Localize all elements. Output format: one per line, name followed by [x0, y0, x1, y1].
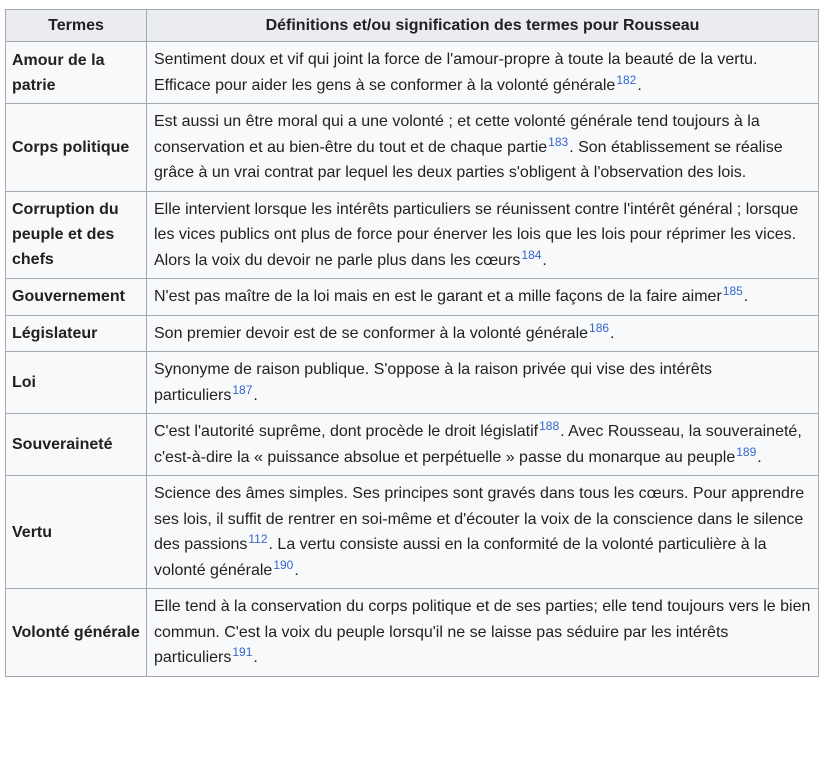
- definition-cell: [147, 279, 819, 316]
- term-cell: Législateur: [6, 315, 147, 352]
- definition-cell: [147, 589, 819, 677]
- definition-text: Synonyme de raison publique. S'oppose à la raison privée qui vise des intérêts particuliers: [154, 361, 713, 404]
- definition-cell: [147, 42, 819, 104]
- definition-text: Elle intervient lorsque les intérêts particuliers se réunissent contre l'intérêt général ; lorsque les vices publics ont plus de force pour énerver les lois que les lois pour réprimer les vices. Alors la voix du devoir ne parle plus dans les cœurs: [154, 200, 799, 269]
- definition-text: .: [610, 324, 615, 342]
- definition-text: N'est pas maître de la loi mais en est le garant et a mille façons de la faire aimer: [154, 288, 722, 305]
- term-cell: Souveraineté: [6, 414, 147, 476]
- term-cell: Amour de la patrie: [6, 42, 147, 104]
- definition-text: . La vertu consiste aussi en la conformité de la volonté particulière à la volonté générale: [154, 536, 767, 579]
- reference-link[interactable]: 188: [539, 419, 560, 433]
- header-definitions: Définitions et/ou signification des termes pour Rousseau: [147, 10, 819, 42]
- reference-link[interactable]: 185: [722, 284, 743, 298]
- table-row: [6, 191, 819, 279]
- definition-text: .: [542, 251, 547, 269]
- table-row: [6, 352, 819, 414]
- reference-link[interactable]: 186: [589, 320, 610, 335]
- table-container: [5, 9, 819, 677]
- definition-text: Son premier devoir est de se conformer à la volonté générale: [154, 324, 589, 342]
- table-header-row: [6, 10, 819, 42]
- reference-link[interactable]: 190: [273, 557, 294, 572]
- term-cell: Loi: [6, 352, 147, 414]
- definition-text: . Avec Rousseau, la souveraineté, c'est-à-dire la « puissance absolue et perpétuelle » passe du monarque au peuple: [154, 423, 802, 466]
- table-row: [6, 279, 819, 316]
- definition-text: .: [294, 561, 299, 579]
- header-terms: Termes: [6, 10, 147, 42]
- table-row: [6, 104, 819, 192]
- table-row: [6, 42, 819, 104]
- reference-link[interactable]: 189: [736, 444, 757, 459]
- definition-text: C'est l'autorité suprême, dont procède le droit législatif: [154, 423, 539, 440]
- definition-text: Science des âmes simples. Ses principes sont gravés dans tous les cœurs. Pour apprendre ses lois, il suffit de rentrer en soi-même et d'écouter la voix de la conscience dans le silence des passions: [154, 485, 805, 553]
- table-row: [6, 476, 819, 589]
- definition-cell: [147, 104, 819, 192]
- term-cell: Corps politique: [6, 104, 147, 192]
- term-cell: Gouvernement: [6, 279, 147, 316]
- reference-link[interactable]: 183: [548, 134, 569, 149]
- definition-text: .: [757, 448, 762, 466]
- definition-cell: [147, 191, 819, 279]
- definition-cell: [147, 476, 819, 589]
- reference-link[interactable]: 191: [232, 645, 253, 659]
- definition-text: .: [253, 386, 258, 404]
- table-row: [6, 589, 819, 677]
- definition-text: . Son établissement se réalise grâce à un vrai contrat par lequel les deux parties s'obligent à l'observation des lois.: [154, 138, 783, 181]
- definition-cell: [147, 414, 819, 476]
- definition-text: .: [253, 649, 258, 666]
- table-row: [6, 414, 819, 476]
- definition-text: Sentiment doux et vif qui joint la force de l'amour-propre à toute la beauté de la vertu. Efficace pour aider les gens à se conformer à la volonté générale: [154, 51, 758, 94]
- definition-cell: [147, 315, 819, 352]
- definition-text: .: [743, 288, 749, 305]
- term-cell: Vertu: [6, 476, 147, 589]
- term-cell: Volonté générale: [6, 589, 147, 677]
- definitions-table: [5, 9, 819, 677]
- definition-text: Elle tend à la conservation du corps politique et de ses parties; elle tend toujours vers le bien commun. C'est la voix du peuple lorsqu'il ne se laisse pas séduire par les intérêts particuliers: [154, 598, 811, 666]
- table-body: [6, 42, 819, 677]
- reference-link[interactable]: 187: [232, 382, 253, 397]
- definition-cell: [147, 352, 819, 414]
- definition-text: Est aussi un être moral qui a une volonté ; et cette volonté générale tend toujours à la conservation et au bien-être du tout et de chaque partie: [154, 113, 760, 156]
- reference-link[interactable]: 112: [248, 532, 268, 546]
- definition-text: .: [637, 76, 642, 94]
- reference-link[interactable]: 184: [521, 247, 542, 262]
- term-cell: Corruption du peuple et des chefs: [6, 191, 147, 279]
- table-row: [6, 315, 819, 352]
- reference-link[interactable]: 182: [616, 72, 637, 87]
